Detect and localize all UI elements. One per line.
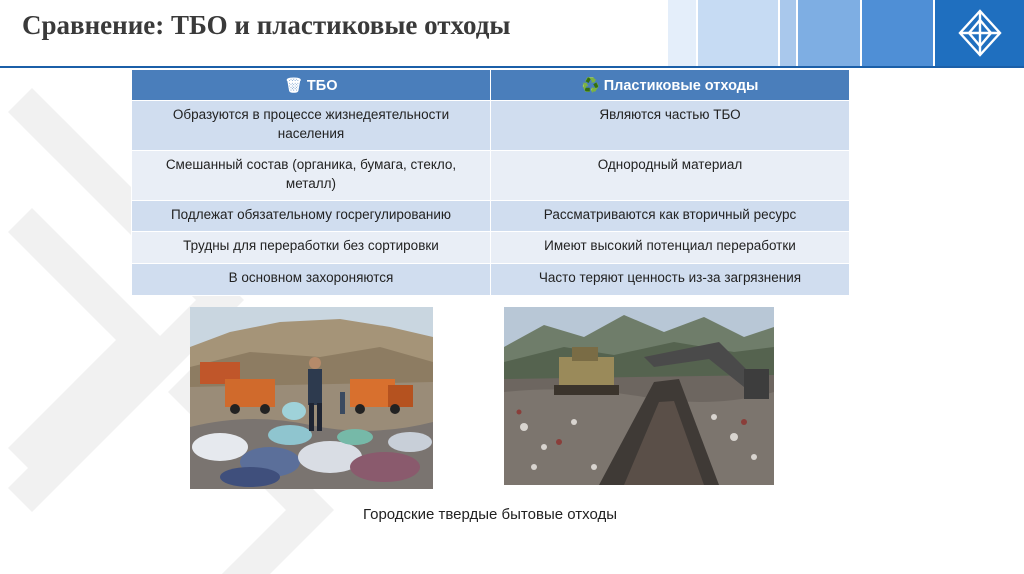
- table-cell: Трудны для переработки без сортировки: [132, 231, 491, 263]
- header-divider: [0, 66, 1024, 68]
- photo-caption: Городские твердые бытовые отходы: [362, 506, 617, 523]
- landfill-workers-photo: [190, 307, 433, 489]
- header-decor-bar: [698, 0, 778, 66]
- table-cell: Являются частью ТБО: [491, 101, 850, 151]
- page-title: Сравнение: ТБО и пластиковые отходы: [22, 10, 511, 40]
- table-cell: Подлежат обязательному госрегулированию: [132, 200, 491, 231]
- column-header-plastic: ♻️ Пластиковые отходы: [491, 70, 850, 101]
- header-decor-bar: [668, 0, 696, 66]
- table-row: [132, 150, 850, 200]
- table-cell: Однородный материал: [491, 150, 850, 200]
- header-decor-bar: [780, 0, 796, 66]
- comparison-table: [131, 69, 850, 296]
- table-row: [132, 200, 850, 231]
- landfill-bulldozer-photo: [504, 307, 774, 485]
- table-row: [132, 231, 850, 263]
- table-cell: Образуются в процессе жизнедеятельности населения: [132, 101, 491, 151]
- table-cell: В основном захороняются: [132, 263, 491, 295]
- table-cell: Смешанный состав (органика, бумага, стекло, металл): [132, 150, 491, 200]
- table-row: [132, 263, 850, 295]
- header-decor-bar: [798, 0, 860, 66]
- table-row: [132, 101, 850, 151]
- university-logo-icon: [957, 8, 1003, 58]
- table-cell: Рассматриваются как вторичный ресурс: [491, 200, 850, 231]
- logo-badge: [935, 0, 1024, 66]
- header-decor-bar: [862, 0, 933, 66]
- column-header-msw: 🗑 ТБО: [132, 70, 491, 101]
- table-cell: Часто теряют ценность из-за загрязнения: [491, 263, 850, 295]
- table-cell: Имеют высокий потенциал переработки: [491, 231, 850, 263]
- table-header-row: [132, 70, 850, 101]
